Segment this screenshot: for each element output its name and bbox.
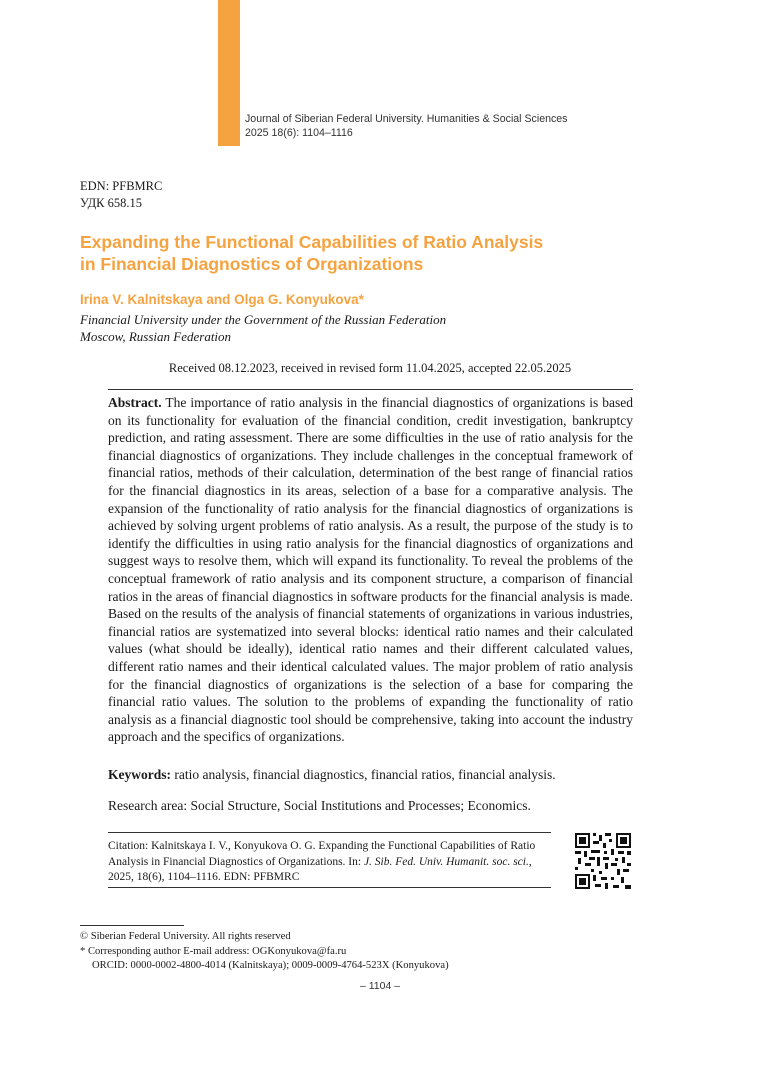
journal-name: Journal of Siberian Federal University. Humanities & Social Sciences bbox=[245, 113, 568, 125]
article-identifiers bbox=[80, 178, 162, 212]
corresponding-author-note: * Corresponding author E-mail address: OGKonyukova@fa.ru bbox=[80, 945, 347, 957]
received-dates: Received 08.12.2023, received in revised form 11.04.2025, accepted 22.05.2025 bbox=[168, 361, 572, 375]
page-number: – 1104 – bbox=[359, 980, 401, 992]
research-area: Research area: Social Structure, Social Institutions and Processes; Economics. bbox=[108, 798, 531, 813]
journal-accent-bar bbox=[218, 0, 240, 146]
orcid-note: ORCID: 0000-0002-4800-4014 (Kalnitskaya); 0009-0009-4764-523X (Konyukova) bbox=[92, 960, 449, 971]
affiliation-location: Moscow, Russian Federation bbox=[80, 329, 232, 344]
keywords-label: Keywords: bbox=[108, 767, 171, 782]
keywords-text: ratio analysis, financial diagnostics, financial ratios, financial analysis. bbox=[174, 767, 556, 782]
title-line-1: Expanding the Functional Capabilities of Ratio Analysis bbox=[80, 232, 544, 252]
authors: Irina V. Kalnitskaya and Olga G. Konyukova* bbox=[80, 292, 364, 307]
abstract-text: The importance of ratio analysis in the financial diagnostics of organizations is based on its functionality for evaluation of the financial condition, credit investigation, bankruptcy prediction, and rating assessment. There are some difficulties in the use of ratio analysis for the financial diagnostics of organizations. They include challenges in the conceptual framework of financial ratios, methods of their calculation, determination of the best range of financial ratios for the financial diagnostics in its areas, selection of a base for a comparative analysis. The expansion of the functionality of ratio analysis for the financial diagnostics of organizations is achieved by solving urgent problems of ratio analysis. As a result, the purpose of the study is to identify the difficulties in using ratio analysis for the financial diagnostics of organizations and suggest ways to resolve them, which will expand its functionality. To reveal the problems of the conceptual framework of ratio analysis and its component structure, a comparison of financial ratios in the areas of financial diagnostics in software products for the financial analysis is made. Based on the results of the analysis of financial statements of organizations in various industries, financial ratios are systematized into several blocks: identical ratio names and their calculated values (what should be ideally), identical ratio names and their different calculated values, different ratio names and their identical calculated values. The major problem of ratio analysis for the financial diagnostics of organizations is the selection of a base for comparing the financial ratio values. The solution to the problems of expanding the functionality of ratio analysis as a financial diagnostic tool should be comprehensive, taking into account the industry approach and the specifics of organizations. bbox=[108, 395, 633, 745]
footnote-rule bbox=[80, 925, 184, 926]
keywords bbox=[108, 766, 633, 783]
title-line-2: in Financial Diagnostics of Organizations bbox=[80, 254, 424, 274]
citation bbox=[108, 839, 553, 886]
citation-top-rule bbox=[108, 832, 551, 833]
footnotes bbox=[80, 930, 449, 974]
citation-journal: J. Sib. Fed. Univ. Humanit. soc. sci. bbox=[363, 855, 529, 868]
udk-code: УДК 658.15 bbox=[80, 196, 142, 210]
qr-code-icon[interactable] bbox=[575, 833, 631, 889]
citation-prefix: Citation: Kalnitskaya I. V., Konyukova O. G. Expanding the Functional Capabilities of Ratio Analysis in Financial Diagnostics of Organizations. In: bbox=[108, 840, 536, 868]
edn-code: EDN: PFBMRC bbox=[80, 179, 163, 193]
abstract bbox=[108, 394, 633, 746]
journal-issue: 2025 18(6): 1104–1116 bbox=[245, 127, 353, 139]
article-title bbox=[80, 231, 640, 275]
affiliation-institution: Financial University under the Government of the Russian Federation bbox=[80, 312, 447, 327]
copyright-note: © Siberian Federal University. All rights reserved bbox=[80, 931, 291, 942]
citation-suffix: , 2025, 18(6), 1104–1116. EDN: PFBMRC bbox=[108, 855, 532, 883]
affiliation bbox=[80, 311, 446, 345]
journal-header bbox=[245, 112, 567, 140]
citation-bottom-rule bbox=[108, 887, 551, 888]
abstract-top-rule bbox=[108, 389, 633, 390]
abstract-label: Abstract. bbox=[108, 395, 162, 410]
